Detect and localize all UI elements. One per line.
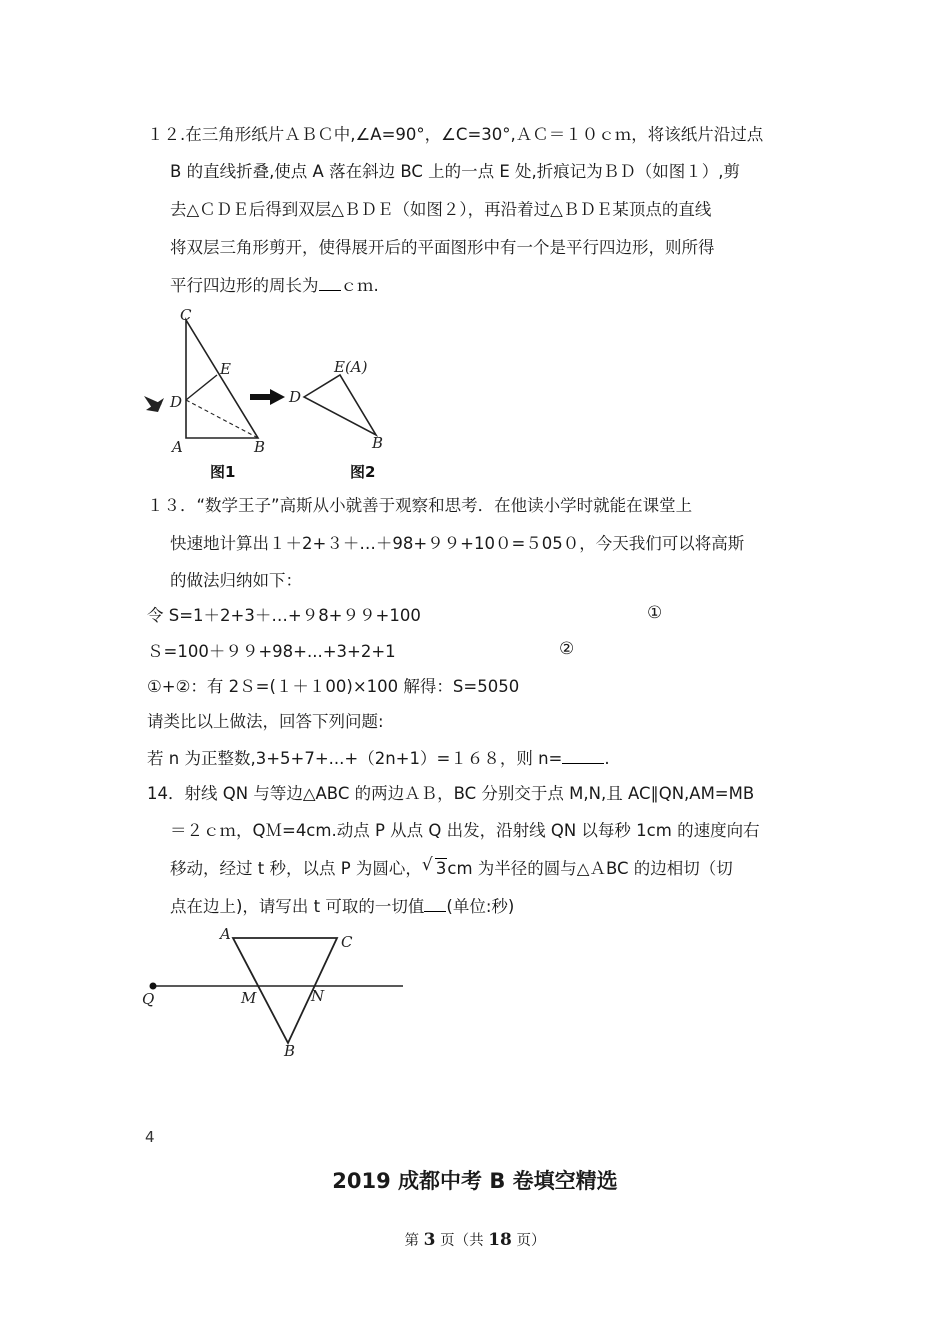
- q12-answer-blank: [319, 274, 341, 291]
- section-title: 2019 成都中考 B 卷填空精选: [332, 1169, 618, 1193]
- q13-question-text: 若 n 为正整数,3+5+7+...+（2n+1）=１６８，则 n=: [147, 749, 563, 768]
- fig1-caption: 图1: [210, 463, 236, 481]
- q14-line-3: [170, 855, 733, 880]
- q12-line-1: １２.在三角形纸片ＡＢＣ中,∠A=90°，∠C=30°,ＡＣ＝１０ｃｍ，将该纸片沿过点: [147, 125, 764, 144]
- q13-question-end: .: [604, 749, 610, 768]
- fig1-label-c: C: [180, 306, 192, 324]
- q14-figure: [138, 920, 408, 1060]
- sqrt-radicand: 3: [435, 859, 447, 878]
- footer-suffix: 页）: [516, 1233, 546, 1249]
- q14-line-2: ＝２ｃｍ，QＭ=4cm.动点 P 从点 Q 出发，沿射线 QN 以每秒 1cm 的速度向右: [170, 821, 760, 840]
- fig1-triangle: [186, 320, 258, 438]
- label-n: N: [311, 987, 325, 1005]
- fig2-label-d: D: [289, 388, 302, 406]
- q14-line-4-text: 点在边上)，请写出 t 可取的一切值: [170, 897, 425, 916]
- scissors-icon: [144, 396, 164, 412]
- q13-answer-blank: [562, 747, 604, 764]
- fig1-label-a: A: [172, 438, 183, 456]
- q12-line-3: 去△ＣＤＥ后得到双层△ＢＤＥ（如图２），再沿着过△ＢＤＥ某顶点的直线: [170, 200, 712, 219]
- q12-line-5-text: 平行四边形的周长为: [170, 276, 319, 295]
- q13-instruction: 请类比以上做法，回答下列问题:: [147, 712, 384, 731]
- q13-mark-1: ①: [647, 603, 663, 623]
- fig2-label-b: B: [372, 434, 384, 452]
- fig1-label-b: B: [254, 438, 266, 456]
- fig2-triangle: [304, 375, 376, 435]
- arrow-right-icon: [250, 389, 285, 405]
- q12-figures: [140, 300, 400, 485]
- label-m: M: [241, 989, 257, 1007]
- q13-mark-2: ②: [559, 639, 575, 659]
- q12-line-5: [170, 274, 379, 297]
- sqrt-symbol: √ 3: [421, 855, 447, 878]
- q13-line-1: １３．“数学王子”高斯从小就善于观察和思考．在他读小学时就能在课堂上: [147, 496, 693, 515]
- footer-middle: 页（共: [440, 1233, 484, 1249]
- q13-equation-3: ①+②：有 2Ｓ=(１＋１00)×100 解得：S=5050: [147, 677, 520, 696]
- footer-page-number: 3: [423, 1230, 436, 1250]
- fig2-caption: 图2: [350, 463, 376, 481]
- q14-line-4: [170, 895, 514, 918]
- footer-prefix: 第: [404, 1233, 420, 1249]
- q14-line-1: 14．射线 QN 与等边△ABC 的两边ＡＢ，BC 分别交于点 M,N,且 AC∥QN,AM=MB: [147, 784, 755, 803]
- paragraph-marker: 4: [145, 1128, 155, 1146]
- footer-total-pages: 18: [488, 1230, 512, 1250]
- label-b: B: [284, 1042, 296, 1060]
- q13-equation-2: Ｓ=100＋９９+98+...+3+2+1: [147, 642, 396, 661]
- q14-line-3-text-a: 移动，经过 t 秒，以点 P 为圆心，: [170, 859, 422, 878]
- label-c: C: [341, 933, 353, 951]
- point-q: [150, 983, 157, 990]
- label-a: A: [220, 925, 231, 943]
- fig1-label-e: E: [220, 360, 231, 378]
- fig2-label-ea: E(A): [334, 358, 368, 376]
- q14-line-3-text-b: cm 为半径的圆与△ＡBC 的边相切（切: [447, 859, 733, 878]
- fig1-fold-de: [186, 375, 217, 400]
- q14-answer-blank: [424, 895, 446, 912]
- q12-line-5-unit: ｃｍ.: [340, 276, 379, 295]
- q13-equation-1: 令 S=1＋2+3＋…+９8+９９+100: [147, 606, 421, 625]
- q13-line-3: 的做法归纳如下：: [170, 571, 302, 590]
- label-q: Q: [142, 990, 155, 1008]
- q13-line-2: 快速地计算出１＋2+３＋…＋98+９９+10０=５05０，今天我们可以将高斯: [170, 534, 745, 553]
- fig1-label-d: D: [170, 393, 183, 411]
- q14-line-4-unit: (单位:秒): [446, 897, 515, 916]
- q12-line-4: 将双层三角形剪开，使得展开后的平面图形中有一个是平行四边形，则所得: [170, 238, 715, 257]
- q13-question: [147, 747, 610, 770]
- q12-line-2: B 的直线折叠,使点 A 落在斜边 BC 上的一点 E 处,折痕记为ＢＤ（如图１）,剪: [170, 162, 741, 181]
- page-footer: [0, 1229, 950, 1250]
